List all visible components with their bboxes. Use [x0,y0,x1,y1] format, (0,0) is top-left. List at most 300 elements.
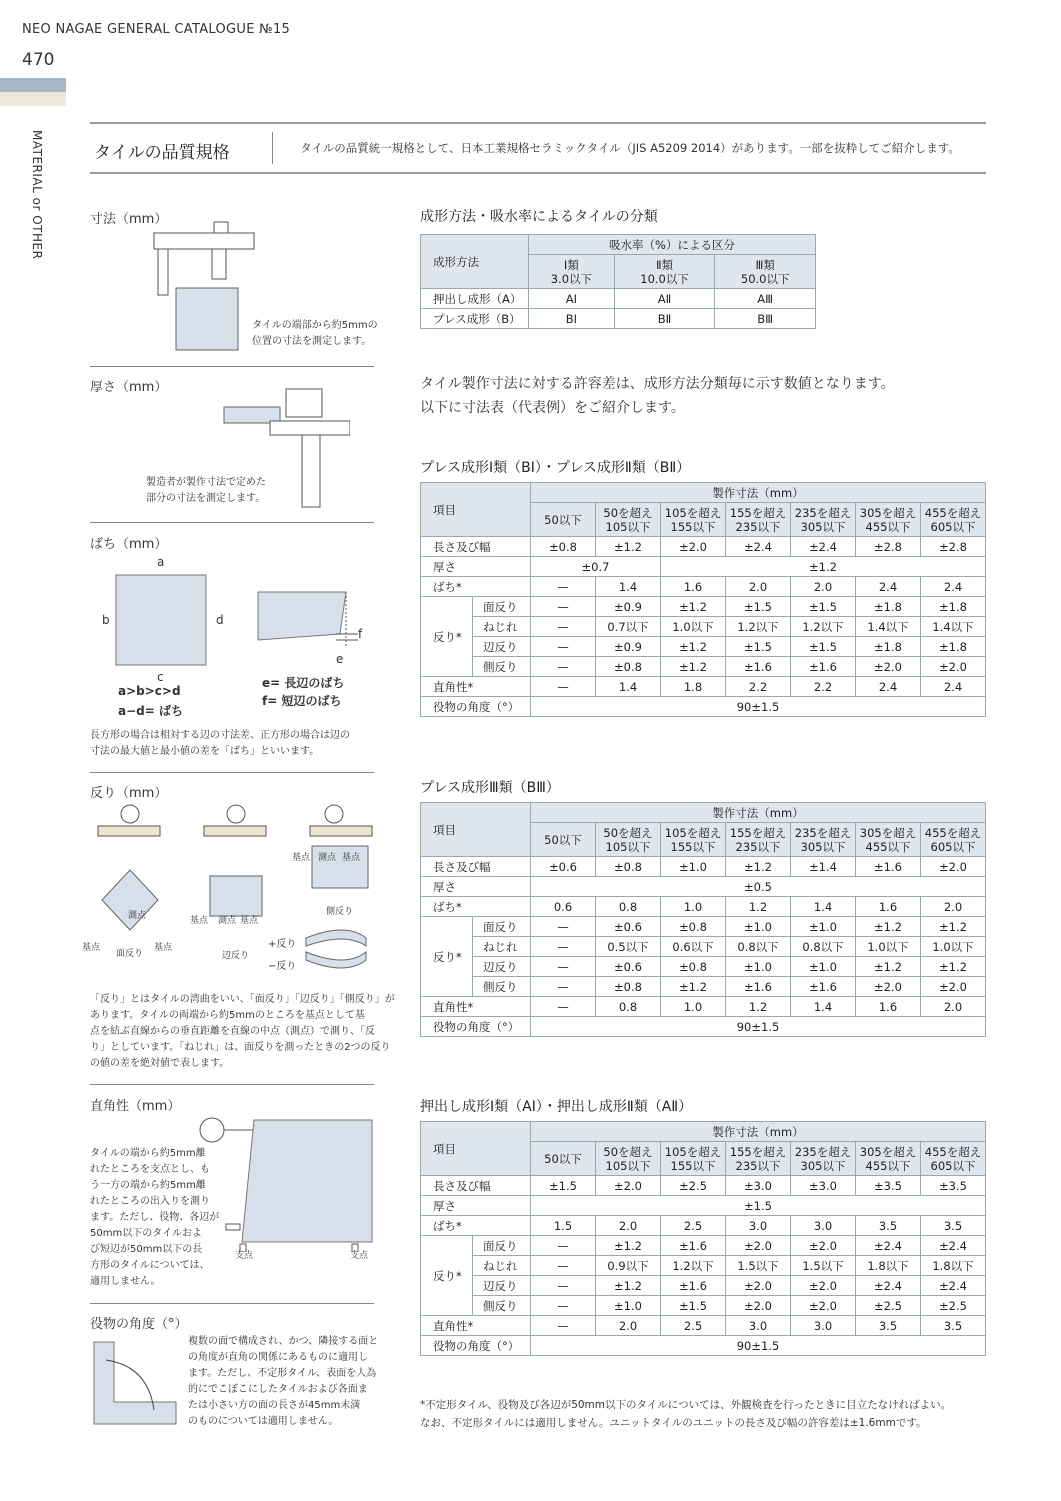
table-cell: 2.2 [791,677,856,697]
table-cell: ±1.8 [921,637,986,657]
table-cell: ±1.8 [856,597,921,617]
table-cell: ±2.4 [856,1276,921,1296]
table-cell: 3.0 [726,1316,791,1336]
table-cell: ±2.4 [921,1276,986,1296]
table-cell: ±1.6 [661,1276,726,1296]
size-note [252,318,378,350]
table-cell: 1.0以下 [856,937,921,957]
table-row [421,877,986,897]
table-cell: ±1.2 [726,857,791,877]
catalogue-title: NEO NAGAE GENERAL CATALOGUE №15 [22,22,291,37]
class-col-3: Ⅲ類 50.0以下 [715,255,816,289]
divider [90,1084,374,1085]
section-title: タイルの品質規格 [94,143,230,163]
table-row [421,1316,986,1336]
table-row [421,1216,986,1236]
table-cell: — [531,1296,596,1316]
table-cell: ±0.9 [596,597,661,617]
angle-note-line5: たは小さい方の面の長さが45mm未満 [188,1400,361,1411]
size-range-header: 50以下 [531,1142,596,1176]
angle-figure [92,1340,178,1426]
table-cell: 1.8以下 [856,1256,921,1276]
row-sublabel: ねじれ [473,617,531,637]
warp-base-6: 基点 [342,853,361,863]
table-cell: ±2.0 [856,657,921,677]
table-cell: ±0.8 [531,537,596,557]
class-table-title: 成形方法・吸水率によるタイルの分類 [420,209,658,225]
row-sublabel: ねじれ [473,1256,531,1276]
table-cell: ±1.0 [791,917,856,937]
squareness-figure [196,1112,376,1252]
header-item: 項目 [421,1122,531,1176]
size-note-line1: タイルの端部から約5mmの [252,320,378,331]
table-cell: 2.4 [856,677,921,697]
table-cell: — [531,597,596,617]
table-cell: ±1.2 [661,657,726,677]
class-row-label: 押出し成形（A） [421,289,529,309]
table2-title: プレス成形Ⅲ類（BⅢ） [420,780,560,796]
size-range-header: 235を超え 305以下 [791,1142,856,1176]
squareness-label: 直角性（mm） [90,1099,181,1114]
table-cell: 2.0 [596,1316,661,1336]
bachi-rect-figure [254,588,364,654]
table-row [421,897,986,917]
table-row [421,1336,986,1356]
table-cell: ±2.4 [921,1236,986,1256]
class-row-label: プレス成形（B） [421,309,529,329]
table-row [421,657,986,677]
table-cell: ±2.4 [856,1236,921,1256]
table-cell: ±0.9 [596,637,661,657]
table-cell: 1.8 [661,677,726,697]
table-cell: 1.0 [661,897,726,917]
tolerance-table-1 [420,482,986,717]
warp-note-line5: の値の差を絶対値で表します。 [90,1058,230,1069]
table-cell: — [531,617,596,637]
warp-base-2: 基点 [154,943,173,953]
warp-edge: 辺反り [222,951,250,961]
row-label: 長さ及び幅 [421,537,531,557]
class-cell: AⅠ [529,289,615,309]
squareness-note-line9: 適用しません。 [90,1276,161,1287]
bachi-f-desc: f= 短辺のばち [262,694,342,708]
table-cell: — [531,977,596,997]
table-cell: ±1.8 [921,597,986,617]
table-cell: 90±1.5 [531,1336,986,1356]
tolerance-table-2 [420,802,986,1037]
table-cell: ±2.0 [726,1236,791,1256]
size-range-header: 50以下 [531,823,596,857]
row-sublabel: ねじれ [473,937,531,957]
class-cell: BⅠ [529,309,615,329]
table-cell: ±2.0 [726,1296,791,1316]
table-cell: 3.5 [921,1216,986,1236]
section-header [90,122,986,174]
table-cell: 2.0 [596,1216,661,1236]
bachi-a: a [157,555,165,569]
table-cell: 1.0以下 [661,617,726,637]
table-cell: 2.0 [921,997,986,1017]
table-cell: ±1.5 [531,1176,596,1196]
squareness-note-line7: び短辺が50mm以下の長 [90,1244,203,1255]
table-cell: ±3.0 [726,1176,791,1196]
table-cell: 90±1.5 [531,697,986,717]
table-cell: ±3.5 [921,1176,986,1196]
class-cell: BⅢ [715,309,816,329]
table-row [421,1017,986,1037]
table-cell: ±2.0 [921,857,986,877]
section-divider [272,132,273,164]
table-cell: ±2.0 [856,977,921,997]
class-h-method: 成形方法 [421,235,529,289]
angle-note-line2: の角度が直角の関係にあるものに適用し [188,1352,368,1363]
table-cell: 1.6 [856,897,921,917]
table-cell: ±2.0 [791,1236,856,1256]
table-cell: ±2.0 [791,1296,856,1316]
table-cell: — [531,937,596,957]
warp-base-3: 基点 [190,916,209,926]
size-range-header: 50を超え 105以下 [596,1142,661,1176]
header-item: 項目 [421,483,531,537]
thickness-note-line2: 部分の寸法を測定します。 [146,493,266,504]
table-cell: 2.4 [921,677,986,697]
table-cell: 3.5 [921,1316,986,1336]
table-cell: 2.0 [921,897,986,917]
table-cell: 0.6 [531,897,596,917]
row-label: 長さ及び幅 [421,1176,531,1196]
footnote [420,1396,951,1432]
bachi-label: ばち（mm） [90,537,168,552]
bachi-note-line1: 長方形の場合は相対する辺の寸法差、正方形の場合は辺の [90,730,350,741]
table-cell: — [531,997,596,1017]
size-range-header: 105を超え 155以下 [661,1142,726,1176]
angle-label: 役物の角度（°） [90,1317,188,1332]
row-label: 厚さ [421,1196,531,1216]
table-cell: ±2.5 [921,1296,986,1316]
table-cell: 1.4 [791,897,856,917]
bachi-e: e [336,652,344,666]
size-range-header: 455を超え 605以下 [921,823,986,857]
row-sublabel: 側反り [473,657,531,677]
size-range-header: 105を超え 155以下 [661,823,726,857]
table-cell: ±1.2 [661,597,726,617]
row-label: ばち* [421,897,531,917]
angle-note-line1: 複数の面で構成され、かつ、隣接する面と [188,1336,379,1347]
row-label: 役物の角度（°） [421,1017,531,1037]
table-cell: ±0.8 [661,957,726,977]
table-cell: ±1.5 [791,597,856,617]
bachi-square-figure [114,573,210,669]
squareness-note-line8: 方形のタイルについては、 [90,1260,210,1271]
table-row [421,857,986,877]
angle-note [188,1334,378,1430]
table-cell: ±1.5 [661,1296,726,1316]
table-header-row [421,1122,986,1142]
squareness-note-line1: タイルの端から約5mm離 [90,1148,206,1159]
size-range-header: 455を超え 605以下 [921,503,986,537]
warp-measure-2: 測点 [218,916,237,926]
table-cell: 1.2 [726,897,791,917]
table-cell: ±3.0 [791,1176,856,1196]
squareness-support-2: 支点 [350,1251,369,1261]
warp-face: 面反り [116,949,144,959]
table-cell: 1.5 [531,1216,596,1236]
table-row [421,577,986,597]
table-cell: ±1.2 [596,537,661,557]
size-note-line2: 位置の寸法を測定します。 [252,336,372,347]
table-row [421,677,986,697]
table-cell: ±0.7 [531,557,661,577]
table-cell: — [531,1316,596,1336]
size-range-header: 455を超え 605以下 [921,1142,986,1176]
table-cell: ±0.8 [596,857,661,877]
table-cell: ±1.2 [661,637,726,657]
row-sublabel: 面反り [473,1236,531,1256]
table-cell: ±1.2 [661,557,986,577]
warp-base-4: 基点 [240,916,259,926]
table-cell: — [531,1276,596,1296]
table-cell: — [531,657,596,677]
classification-table [420,234,816,329]
row-sublabel: 面反り [473,597,531,617]
divider [90,772,374,773]
table-cell: ±0.5 [531,877,986,897]
bachi-b: b [102,613,110,627]
table-cell: ±3.5 [856,1176,921,1196]
bachi-note-line2: 寸法の最大値と最小値の差を「ばち」といいます。 [90,746,320,757]
row-label: 反り* [421,1236,473,1316]
squareness-note-line3: う一方の端から約5mm離 [90,1180,206,1191]
table-cell: — [531,677,596,697]
table-cell: 1.0 [661,997,726,1017]
header-size: 製作寸法（mm） [531,483,986,503]
squareness-note-line4: れたところの出入りを測り [90,1196,210,1207]
table-cell: ±1.0 [596,1296,661,1316]
row-label: 直角性* [421,677,531,697]
warp-figure [84,800,380,970]
class-h-absorb: 吸水率（%）による区分 [529,235,816,255]
table-cell: ±1.2 [596,1276,661,1296]
table-cell: 3.0 [791,1316,856,1336]
table-cell: ±1.2 [856,957,921,977]
class-cell: BⅡ [614,309,715,329]
size-range-header: 50以下 [531,503,596,537]
squareness-support-1: 支点 [235,1251,254,1261]
row-label: 長さ及び幅 [421,857,531,877]
table-cell: ±1.0 [661,857,726,877]
bachi-c: c [157,670,164,684]
table-cell: ±2.8 [921,537,986,557]
table-cell: ±0.6 [596,957,661,977]
table-row [421,637,986,657]
table-cell: 1.4以下 [856,617,921,637]
row-sublabel: 辺反り [473,1276,531,1296]
table-cell: ±1.2 [596,1236,661,1256]
table-row [421,697,986,717]
row-label: 直角性* [421,997,531,1017]
table-row [421,1276,986,1296]
class-cell: AⅢ [715,289,816,309]
table-cell: 2.5 [661,1216,726,1236]
table-cell: 0.8以下 [726,937,791,957]
warp-note-line4: り」としています。「ねじれ」は、面反りを測ったときの2つの反り [90,1042,391,1053]
table-cell: ±0.8 [661,917,726,937]
side-label [14,130,56,290]
row-sublabel: 面反り [473,917,531,937]
table-cell: 3.5 [856,1316,921,1336]
table-cell: — [531,1256,596,1276]
table-cell: 2.2 [726,677,791,697]
table-cell: ±1.5 [726,597,791,617]
table-cell: ±1.6 [856,857,921,877]
table-row [421,537,986,557]
table-cell: 0.8以下 [791,937,856,957]
size-range-header: 305を超え 455以下 [856,823,921,857]
table-cell: ±2.4 [791,537,856,557]
bachi-e-desc: e= 長辺のばち [262,676,345,690]
bachi-relation: a>b>c>d [118,684,181,698]
squareness-note-line5: ます。ただし、役物、各辺が [90,1212,220,1223]
table-cell: 2.4 [921,577,986,597]
row-label: 役物の角度（°） [421,1336,531,1356]
table-cell: 3.5 [856,1216,921,1236]
size-range-header: 50を超え 105以下 [596,503,661,537]
table-row [421,957,986,977]
warp-side: 側反り [326,907,354,917]
table-row [421,1176,986,1196]
class-col-1: Ⅰ類 3.0以下 [529,255,615,289]
header-size: 製作寸法（mm） [531,803,986,823]
size-label: 寸法（mm） [90,212,168,227]
caliper-size-figure [150,208,260,353]
row-label: ばち* [421,1216,531,1236]
size-range-header: 305を超え 455以下 [856,503,921,537]
table-cell: ±2.0 [791,1276,856,1296]
warp-plus: +反り [268,939,297,950]
table-cell: ±1.5 [791,637,856,657]
row-label: 厚さ [421,877,531,897]
table-cell: ±1.2 [921,957,986,977]
table-row [421,617,986,637]
angle-note-line3: ます。ただし、不定形タイル、表面を人為 [188,1368,377,1379]
table-cell: 1.8以下 [921,1256,986,1276]
table-cell: 1.6 [856,997,921,1017]
table-cell: ±1.0 [726,917,791,937]
table-cell: 0.7以下 [596,617,661,637]
warp-label: 反り（mm） [90,786,168,801]
section-description: タイルの品質統一規格として、日本工業規格セラミックタイル（JIS A5209 2014）があります。一部を抜粋してご紹介します。 [300,141,960,155]
table-cell: 1.6 [661,577,726,597]
table-cell: ±1.2 [921,917,986,937]
tolerance-table-3 [420,1121,986,1356]
table-cell: ±2.0 [921,657,986,677]
table-cell: ±1.5 [726,637,791,657]
table-cell: 2.4 [856,577,921,597]
angle-note-line4: 的にでこぼこにしたタイルおよび各面ま [188,1384,368,1395]
table-row [421,997,986,1017]
page-number: 470 [22,50,55,70]
intro-line1: タイル製作寸法に対する許容差は、成形方法分類毎に示す数値となります。 [420,376,895,392]
table-cell: 3.0 [791,1216,856,1236]
table-cell: ±1.4 [791,857,856,877]
page-number-bar [0,78,66,106]
table-cell: 0.8 [596,897,661,917]
table-cell: ±1.6 [726,657,791,677]
squareness-note-line2: れたところを支点とし、も [90,1164,210,1175]
size-range-header: 105を超え 155以下 [661,503,726,537]
warp-note-line2: あります。タイルの両端から約5mmのところを基点として基 [90,1010,365,1021]
intro-line2: 以下に寸法表（代表例）をご紹介します。 [420,400,685,416]
warp-note-line3: 点を結ぶ直線からの垂直距離を直線の中点（測点）で測り、「反 [90,1026,375,1037]
class-cell: AⅡ [614,289,715,309]
table-cell: ±0.8 [596,657,661,677]
table-cell: 1.4以下 [921,617,986,637]
row-sublabel: 辺反り [473,637,531,657]
warp-measure-1: 測点 [128,911,147,921]
warp-base-5: 基点 [292,853,311,863]
warp-note [90,992,395,1072]
table-cell: 1.2以下 [661,1256,726,1276]
warp-measure-3: 測点 [318,853,337,863]
table-row [421,1256,986,1276]
header-item: 項目 [421,803,531,857]
table-cell: — [531,577,596,597]
table1-title: プレス成形Ⅰ類（BⅠ）・プレス成形Ⅱ類（BⅡ） [420,460,691,476]
table-cell: ±1.6 [791,977,856,997]
table-cell: ±0.6 [596,917,661,937]
table-cell: — [531,957,596,977]
table-cell: ±1.2 [661,977,726,997]
table-cell: ±2.4 [726,537,791,557]
table-cell: 1.5以下 [726,1256,791,1276]
table-row [421,597,986,617]
bachi-f: f [358,627,363,641]
table-cell: ±2.0 [661,537,726,557]
thickness-note [146,475,266,507]
footnote-line1: *不定形タイル、役物及び各辺が50mm以下のタイルについては、外観検査を行ったときに目立たなければよい。 [420,1399,952,1411]
bachi-note [90,728,350,760]
row-label: 直角性* [421,1316,531,1336]
divider [90,366,374,367]
table-cell: ±2.0 [921,977,986,997]
table-cell: 1.2 [726,997,791,1017]
table-cell: — [531,1236,596,1256]
table-cell: 1.2以下 [791,617,856,637]
divider [90,1303,374,1304]
table3-title: 押出し成形Ⅰ類（AⅠ）・押出し成形Ⅱ類（AⅡ） [420,1099,693,1115]
table-cell: 1.2以下 [726,617,791,637]
squareness-note-line6: 50mm以下のタイルおよ [90,1228,203,1239]
table-cell: — [531,637,596,657]
table-row [421,557,986,577]
table-row [421,1296,986,1316]
table-cell: 1.4 [596,577,661,597]
table-cell: 0.8 [596,997,661,1017]
table-header-row [421,483,986,503]
class-col-2: Ⅱ類 10.0以下 [614,255,715,289]
size-range-header: 50を超え 105以下 [596,823,661,857]
table-cell: 1.5以下 [791,1256,856,1276]
size-range-header: 235を超え 305以下 [791,503,856,537]
table-row [421,1236,986,1256]
row-label: 反り* [421,597,473,677]
row-label: 反り* [421,917,473,997]
table-cell: 1.4 [791,997,856,1017]
table-cell: ±2.0 [726,1276,791,1296]
table-header-row [421,803,986,823]
warp-note-line1: 「反り」とはタイルの湾曲をいい、「面反り」「辺反り」「側反り」が [90,994,395,1005]
table-cell: ±1.6 [661,1236,726,1256]
